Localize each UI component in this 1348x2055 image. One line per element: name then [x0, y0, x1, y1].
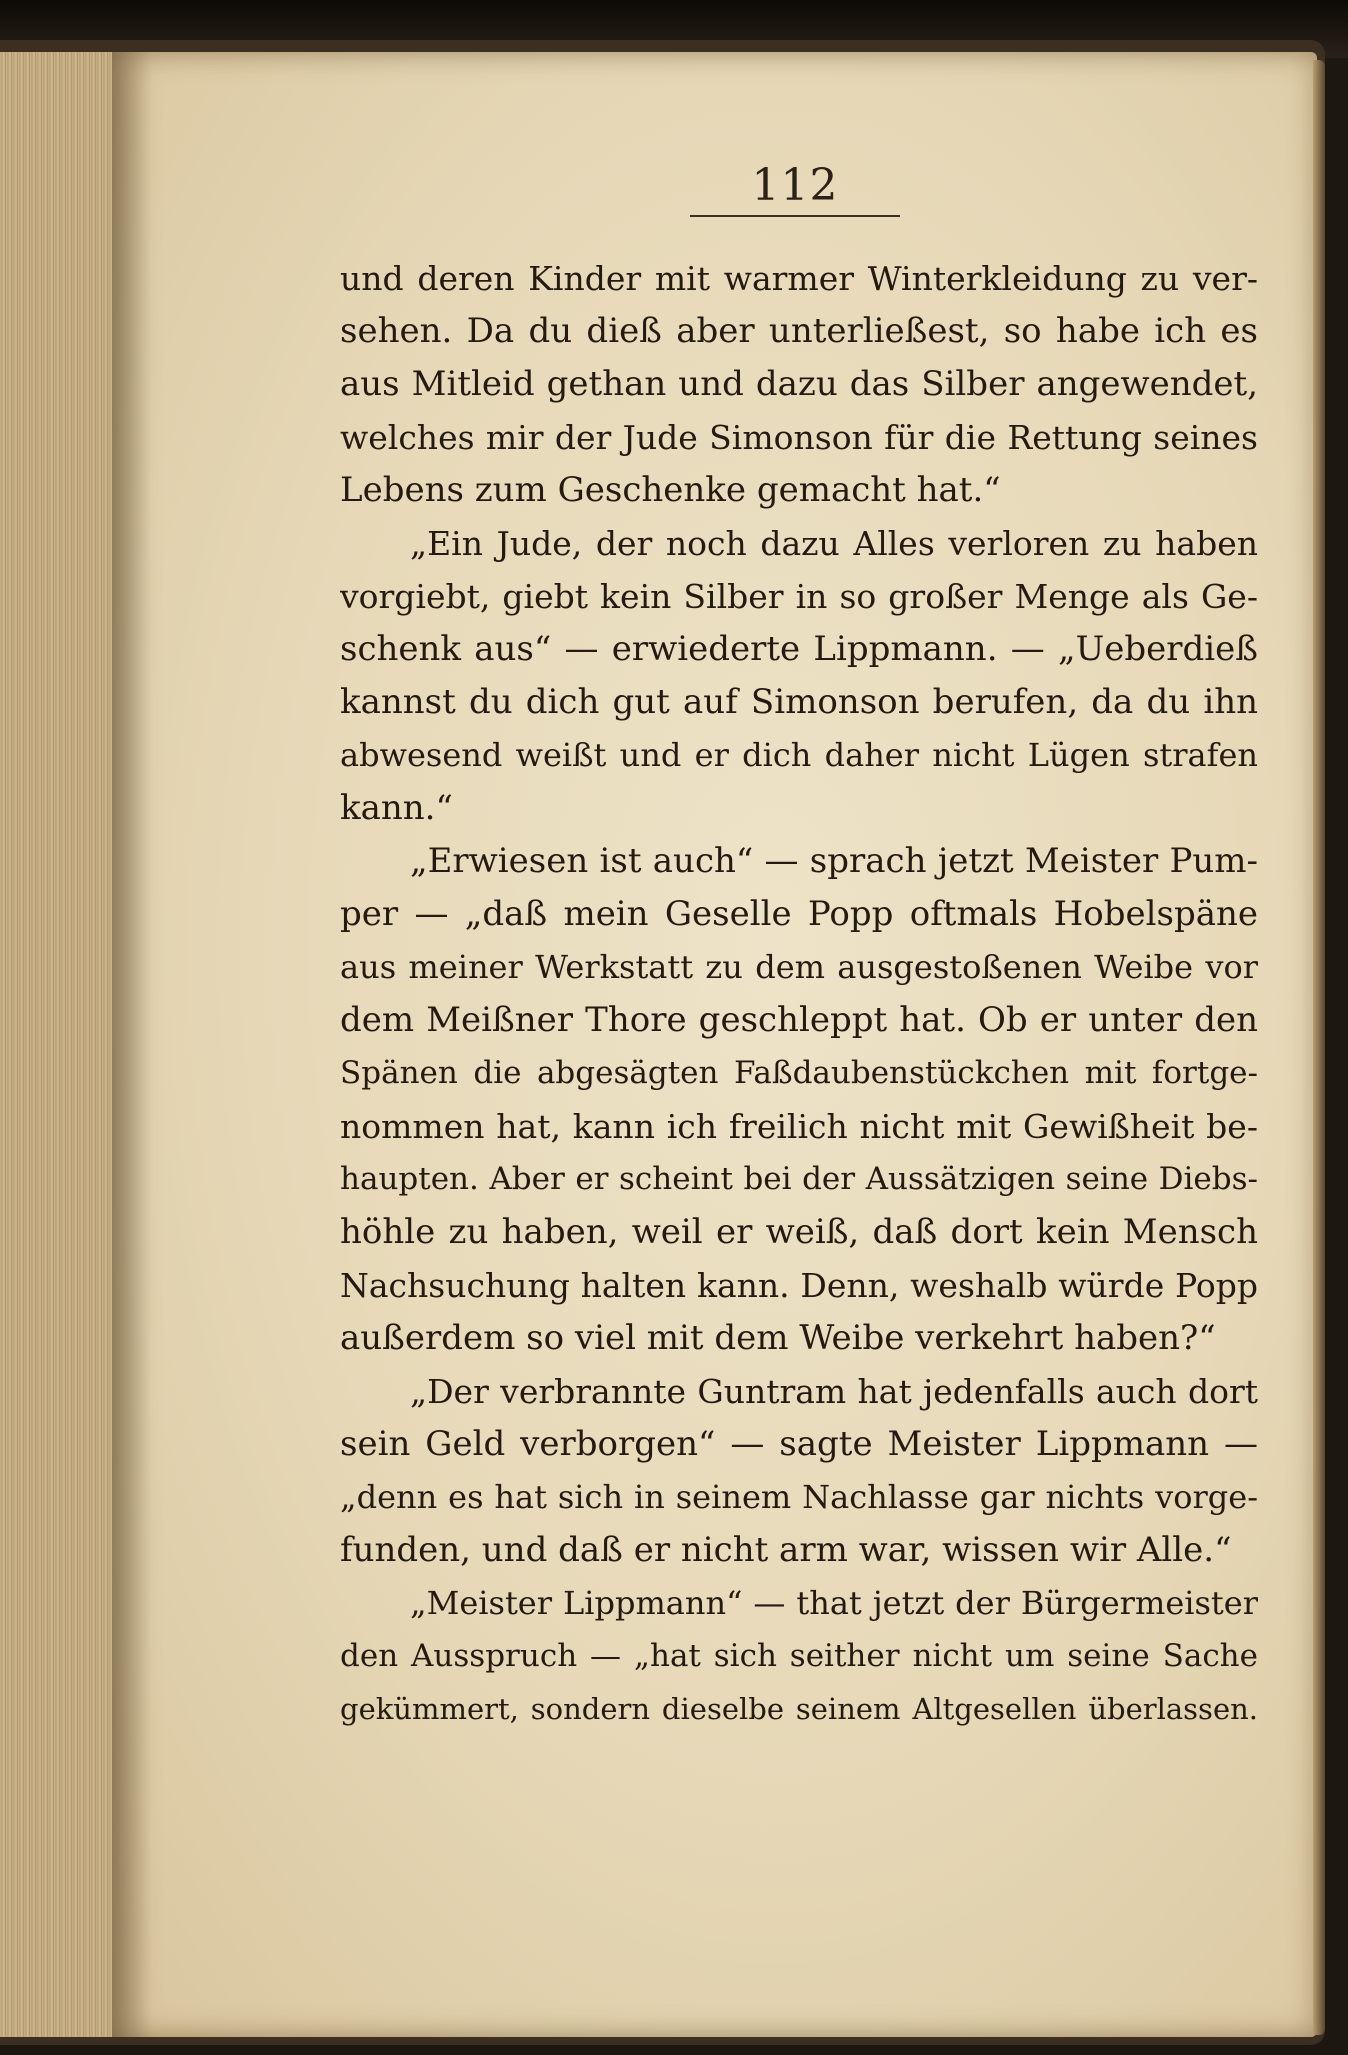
text-line: höhle zu haben, weil er weiß, daß dort kein Mensch	[340, 1212, 1258, 1252]
text-line: sehen. Da du dieß aber unterließest, so habe ich es	[340, 311, 1258, 351]
text-line: aus Mitleid gethan und dazu das Silber angewendet,	[340, 364, 1258, 404]
text-line: welches mir der Jude Simonson für die Rettung seines	[340, 418, 1258, 457]
text-line: schenk aus“ — erwiederte Lippmann. — „Ueberdieß	[340, 629, 1258, 669]
text-line: „denn es hat sich in seinem Nachlasse gar nichts vorge-	[340, 1478, 1258, 1516]
text-line: abwesend weißt und er dich daher nicht Lügen strafen	[340, 736, 1258, 774]
text-line: gekümmert, sondern dieselbe seinem Altgesellen überlassen.	[340, 1692, 1258, 1726]
text-line: Nachsuchung halten kann. Denn, weshalb würde Popp	[340, 1266, 1258, 1305]
body-text	[340, 252, 1258, 1736]
text-line: und deren Kinder mit warmer Winterkleidung zu ver-	[340, 259, 1258, 298]
text-line: kannst du dich gut auf Simonson berufen, da du ihn	[340, 682, 1258, 722]
text-line: vorgiebt, giebt kein Silber in so großer Menge als Ge-	[340, 577, 1258, 616]
text-line: aus meiner Werkstatt zu dem ausgestoßenen Weibe vor	[340, 948, 1258, 986]
text-line: „Erwiesen ist auch“ — sprach jetzt Meister Pum-	[410, 841, 1258, 881]
text-line: „Ein Jude, der noch dazu Alles verloren zu haben	[410, 524, 1258, 563]
text-line: Lebens zum Geschenke gemacht hat.“	[340, 470, 1001, 510]
page-stack-edge	[0, 52, 114, 2037]
text-line: dem Meißner Thore geschleppt hat. Ob er unter den	[340, 1000, 1258, 1040]
text-line: nommen hat, kann ich freilich nicht mit Gewißheit be-	[340, 1107, 1258, 1146]
spine-shadow	[112, 52, 152, 2037]
text-line: per — „daß mein Geselle Popp oftmals Hobelspäne	[340, 894, 1258, 934]
page-number: 112	[751, 160, 839, 211]
text-line: Spänen die abgesägten Faßdaubenstückchen mit fortge-	[340, 1055, 1258, 1091]
text-line: den Ausspruch — „hat sich seither nicht um seine Sache	[340, 1638, 1258, 1674]
text-line: außerdem so viel mit dem Weibe verkehrt haben?“	[340, 1318, 1216, 1358]
text-line: haupten. Aber er scheint bei der Aussätzigen seine Diebs-	[340, 1161, 1258, 1197]
text-line: „Der verbrannte Guntram hat jedenfalls auch dort	[410, 1372, 1258, 1411]
text-line: „Meister Lippmann“ — that jetzt der Bürgermeister	[410, 1584, 1258, 1622]
header-rule	[690, 215, 900, 217]
text-line: kann.“	[340, 788, 453, 828]
text-line: funden, und daß er nicht arm war, wissen wir Alle.“	[340, 1530, 1232, 1570]
text-line: sein Geld verborgen“ — sagte Meister Lippmann —	[340, 1424, 1258, 1464]
page-right-edge	[1313, 60, 1325, 2035]
